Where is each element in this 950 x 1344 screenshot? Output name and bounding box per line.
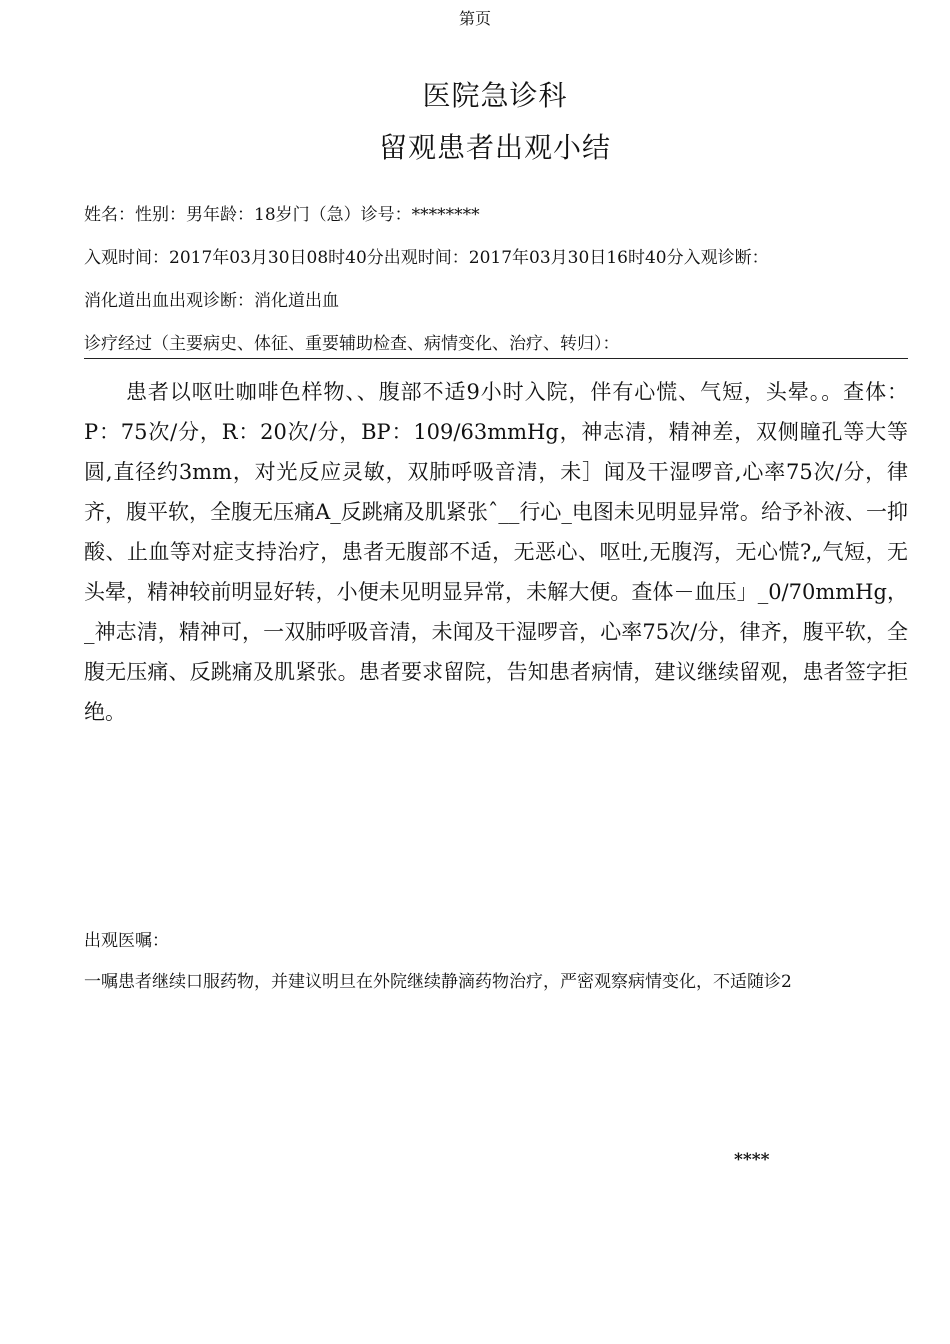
patient-basic-info: 姓名：性别：男年龄：18岁门（急）诊号：******** bbox=[84, 205, 480, 225]
observation-time-info: 入观时间：2017年03月30日08时40分出观时间：2017年03月30日16时40分入观诊断： bbox=[84, 248, 769, 268]
discharge-orders-label: 出观医嘱： bbox=[84, 931, 169, 951]
hospital-department-title: 医院急诊科 bbox=[422, 79, 568, 112]
course-narrative: 患者以呕吐咖啡色样物、、腹部不适9小时入院，伴有心慌、气短，头晕。。查体：P：75次/分，R：20次/分，BP：109/63mmHg，神志清，精神差，双侧瞳孔等大等圆,直径约3mm，对光反应灵敏，双肺呼吸音清，未］闻及干湿啰音,心率75次/分，律齐，腹平软，全腹无压痛A_反跳痛及肌紧张ˆ__行心_电图未见明显异常。给予补液、一抑酸、止血等对症支持治疗，患者无腹部不适，无恶心、呕吐,无腹泻，无心慌?„气短，无头晕，精神较前明显好转，小便未见明显异常，未解大便。查体－血压」_0/70mmHg，_神志清，精神可，一双肺呼吸音清，未闻及干湿啰音，心率75次/分，律齐，腹平软，全腹无压痛、反跳痛及肌紧张。患者要求留院，告知患者病情，建议继续留观，患者签字拒绝。 bbox=[84, 380, 908, 724]
diagnosis-info: 消化道出血出观诊断：消化道出血 bbox=[84, 291, 339, 311]
course-heading: 诊疗经过（主要病史、体征、重要辅助检查、病情变化、治疗、转归）： bbox=[84, 329, 908, 359]
discharge-orders-text: 一嘱患者继续口服药物，并建议明旦在外院继续静滴药物治疗，严密观察病情变化，不适随诊2 bbox=[84, 972, 792, 992]
doctor-signature: **** bbox=[734, 1150, 770, 1170]
page-header: 第页 bbox=[458, 9, 491, 28]
document-title: 留观患者出观小结 bbox=[378, 131, 611, 164]
